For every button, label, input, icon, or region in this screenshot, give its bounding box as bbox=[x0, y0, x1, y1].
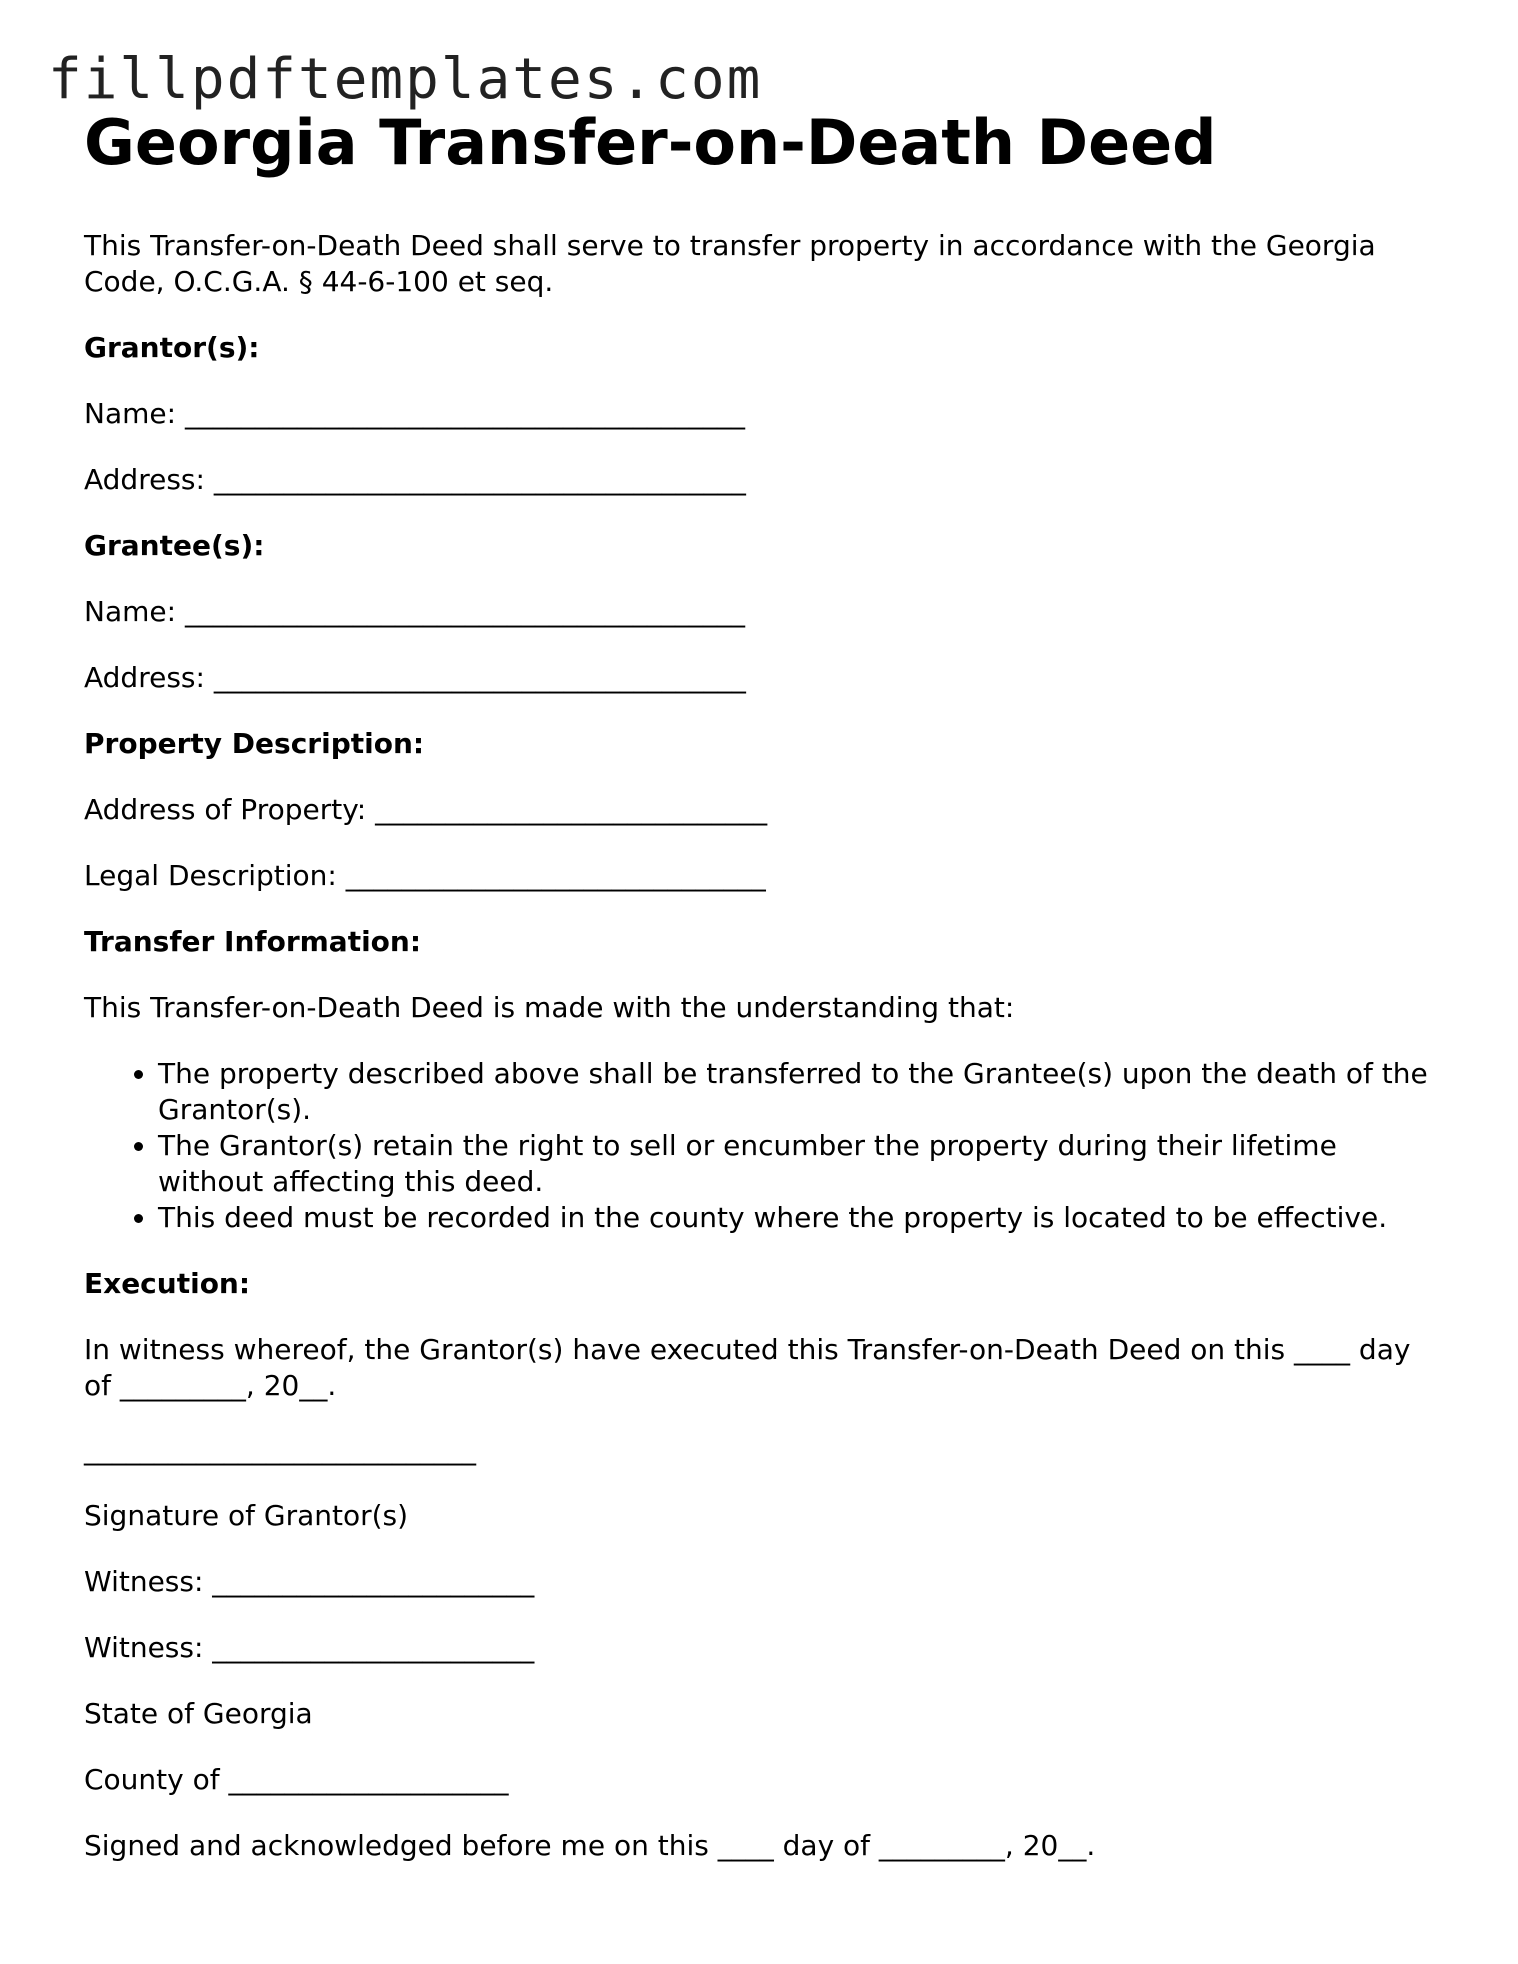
legal-description-field: Legal Description: ______________________________ bbox=[84, 859, 766, 892]
document bbox=[84, 100, 1444, 1864]
grantor-heading: Grantor(s): bbox=[84, 331, 260, 364]
transfer-lead: This Transfer-on-Death Deed is made with the understanding that: bbox=[84, 991, 1015, 1024]
grantor-address-field: Address: ______________________________________ bbox=[84, 463, 746, 496]
witness-1-field: Witness: _______________________ bbox=[84, 1565, 535, 1598]
signature-line: ____________________________ bbox=[84, 1433, 476, 1466]
grantee-name-field: Name: ________________________________________ bbox=[84, 595, 745, 628]
county-field: County of ____________________ bbox=[84, 1763, 509, 1796]
execution-heading: Execution: bbox=[84, 1267, 251, 1300]
watermark: fillpdftemplates.com bbox=[48, 47, 763, 112]
list-item: • This deed must be recorded in the county where the property is located to be effective. bbox=[158, 1200, 1444, 1236]
grantor-name-field: Name: ________________________________________ bbox=[84, 397, 745, 430]
list-item: • The Grantor(s) retain the right to sell or encumber the property during their lifetime without affecting this deed. bbox=[158, 1128, 1444, 1200]
acknowledgement-line: Signed and acknowledged before me on this ____ day of _________, 20__. bbox=[84, 1829, 1096, 1862]
intro-paragraph: This Transfer-on-Death Deed shall serve to transfer property in accordance with the Georgia Code, O.C.G.A. § 44-6-100 et seq. bbox=[84, 229, 1376, 298]
transfer-heading: Transfer Information: bbox=[84, 925, 422, 958]
execution-paragraph: In witness whereof, the Grantor(s) have executed this Transfer-on-Death Deed on this ____ day of _________, 20__. bbox=[84, 1333, 1411, 1402]
grantee-address-field: Address: ______________________________________ bbox=[84, 661, 746, 694]
page-title: Georgia Transfer-on-Death Deed bbox=[84, 106, 1217, 179]
list-item: • The property described above shall be transferred to the Grantee(s) upon the death of the Grantor(s). bbox=[158, 1056, 1444, 1128]
property-address-field: Address of Property: ____________________________ bbox=[84, 793, 768, 826]
transfer-conditions-list bbox=[84, 1056, 1444, 1236]
witness-2-field: Witness: _______________________ bbox=[84, 1631, 535, 1664]
grantee-heading: Grantee(s): bbox=[84, 529, 265, 562]
signature-label: Signature of Grantor(s) bbox=[84, 1499, 409, 1532]
state-label: State of Georgia bbox=[84, 1697, 313, 1730]
property-heading: Property Description: bbox=[84, 727, 425, 760]
